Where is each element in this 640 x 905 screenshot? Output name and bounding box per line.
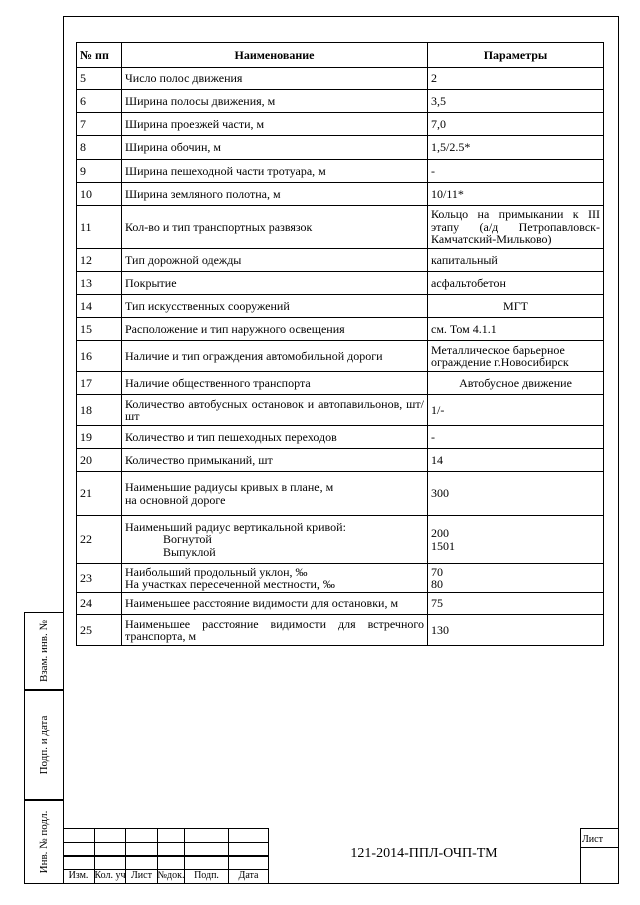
row-value: см. Том 4.1.1 — [428, 318, 604, 341]
row-name-line: Вогнутой — [163, 532, 212, 547]
table-row — [77, 68, 604, 90]
row-name-line: На участках пересеченной местности, ‰ — [125, 577, 335, 591]
row-name-line: на основной дороге — [125, 492, 226, 507]
table-row — [77, 295, 604, 318]
table-row — [77, 272, 604, 295]
row-name: Ширина обочин, м — [122, 136, 428, 160]
row-name: Ширина земляного полотна, м — [122, 183, 428, 206]
table-row — [77, 449, 604, 472]
sheet-label: Лист — [582, 834, 603, 845]
row-name — [122, 564, 428, 593]
row-num: 13 — [77, 272, 122, 295]
table-row — [77, 136, 604, 160]
row-value: 1/- — [428, 395, 604, 426]
stamp-label-list: Лист — [131, 870, 152, 881]
row-value-line: 70 — [431, 564, 443, 579]
row-name: Тип дорожной одежды — [122, 249, 428, 272]
row-name: Ширина проезжей части, м — [122, 113, 428, 136]
row-name: Количество автобусных остановок и автопавильонов, шт/шт — [122, 395, 428, 426]
row-num: 23 — [77, 564, 122, 593]
row-name — [122, 472, 428, 516]
stamp-label-izm: Изм. — [68, 870, 89, 881]
row-name: Кол-во и тип транспортных развязок — [122, 206, 428, 249]
row-name: Наличие и тип ограждения автомобильной дороги — [122, 341, 428, 372]
row-value: - — [428, 426, 604, 449]
table-row — [77, 516, 604, 564]
row-num: 22 — [77, 516, 122, 564]
stamp-label-data: Дата — [238, 870, 259, 881]
row-value: 2 — [428, 68, 604, 90]
row-num: 6 — [77, 90, 122, 113]
row-num: 16 — [77, 341, 122, 372]
table-row — [77, 318, 604, 341]
parameters-table — [76, 42, 604, 646]
table-row — [77, 113, 604, 136]
row-name: Количество и тип пешеходных переходов — [122, 426, 428, 449]
row-name: Наименьшее расстояние видимости для остановки, м — [122, 593, 428, 615]
row-name-line: Наименьшие радиусы кривых в плане, м — [125, 480, 334, 494]
row-value: 7,0 — [428, 113, 604, 136]
row-num: 12 — [77, 249, 122, 272]
side-label-podp-text: Подп. и дата — [38, 715, 50, 775]
row-num: 24 — [77, 593, 122, 615]
table-row — [77, 615, 604, 646]
row-num: 18 — [77, 395, 122, 426]
row-name: Покрытие — [122, 272, 428, 295]
table-row — [77, 160, 604, 183]
row-num: 8 — [77, 136, 122, 160]
row-name: Ширина полосы движения, м — [122, 90, 428, 113]
row-value — [428, 564, 604, 593]
row-value-line: 200 — [431, 526, 449, 540]
row-name: Наличие общественного транспорта — [122, 372, 428, 395]
row-name: Число полос движения — [122, 68, 428, 90]
side-label-vzam-text: Взам. инв. № — [38, 620, 50, 682]
row-value: асфальтобетон — [428, 272, 604, 295]
side-label-vzam — [24, 612, 64, 690]
row-name: Расположение и тип наружного освещения — [122, 318, 428, 341]
row-num: 19 — [77, 426, 122, 449]
side-label-inv-text: Инв. № подл. — [38, 810, 50, 874]
stamp-label-ndok: №док. — [157, 870, 185, 881]
stamp-label-podp: Подп. — [194, 870, 219, 881]
document-number: 121-2014-ППЛ-ОЧП-ТМ — [350, 846, 498, 861]
row-value: Металлическое барьерное ограждение г.Новосибирск — [428, 341, 604, 372]
table-row — [77, 341, 604, 372]
row-name: Ширина пешеходной части тротуара, м — [122, 160, 428, 183]
row-num: 21 — [77, 472, 122, 516]
row-value: МГТ — [428, 295, 604, 318]
row-num: 10 — [77, 183, 122, 206]
header-name: Наименование — [122, 43, 428, 68]
row-num: 15 — [77, 318, 122, 341]
row-value: 3,5 — [428, 90, 604, 113]
row-value: 75 — [428, 593, 604, 615]
row-name-line: Наименьший радиус вертикальной кривой: — [125, 519, 346, 534]
row-value-line: 80 — [431, 577, 443, 591]
table-row — [77, 593, 604, 615]
row-num: 14 — [77, 295, 122, 318]
header-params: Параметры — [428, 43, 604, 68]
row-value: Автобусное движение — [428, 372, 604, 395]
row-name: Тип искусственных сооружений — [122, 295, 428, 318]
row-value: 130 — [428, 615, 604, 646]
row-name: Наименьшее расстояние видимости для встречного транспорта, м — [122, 615, 428, 646]
table-row — [77, 206, 604, 249]
table-row — [77, 372, 604, 395]
row-num: 20 — [77, 449, 122, 472]
row-value: Кольцо на примыкании к III этапу (а/д Петропавловск-Камчатский-Мильково) — [428, 206, 604, 249]
row-value-line: 1501 — [431, 538, 455, 553]
header-num: № пп — [77, 43, 122, 68]
table-row — [77, 564, 604, 593]
row-value: 300 — [428, 472, 604, 516]
row-name-line: Выпуклой — [163, 544, 216, 559]
row-value: капитальный — [428, 249, 604, 272]
row-num: 11 — [77, 206, 122, 249]
row-num: 25 — [77, 615, 122, 646]
row-value — [428, 516, 604, 564]
stamp-label-kol: Кол. уч — [94, 870, 126, 881]
table-row — [77, 183, 604, 206]
row-name-line: Наибольший продольный уклон, ‰ — [125, 564, 308, 579]
row-name: Количество примыканий, шт — [122, 449, 428, 472]
row-value: - — [428, 160, 604, 183]
row-num: 5 — [77, 68, 122, 90]
row-num: 9 — [77, 160, 122, 183]
row-name — [122, 516, 428, 564]
table-row — [77, 249, 604, 272]
table-row — [77, 472, 604, 516]
row-num: 17 — [77, 372, 122, 395]
row-value: 14 — [428, 449, 604, 472]
row-value: 1,5/2.5* — [428, 136, 604, 160]
table-row — [77, 395, 604, 426]
row-num: 7 — [77, 113, 122, 136]
side-label-inv — [24, 800, 64, 884]
row-value: 10/11* — [428, 183, 604, 206]
table-row — [77, 90, 604, 113]
table-row — [77, 426, 604, 449]
table-header-row — [77, 43, 604, 68]
side-label-podp — [24, 690, 64, 800]
